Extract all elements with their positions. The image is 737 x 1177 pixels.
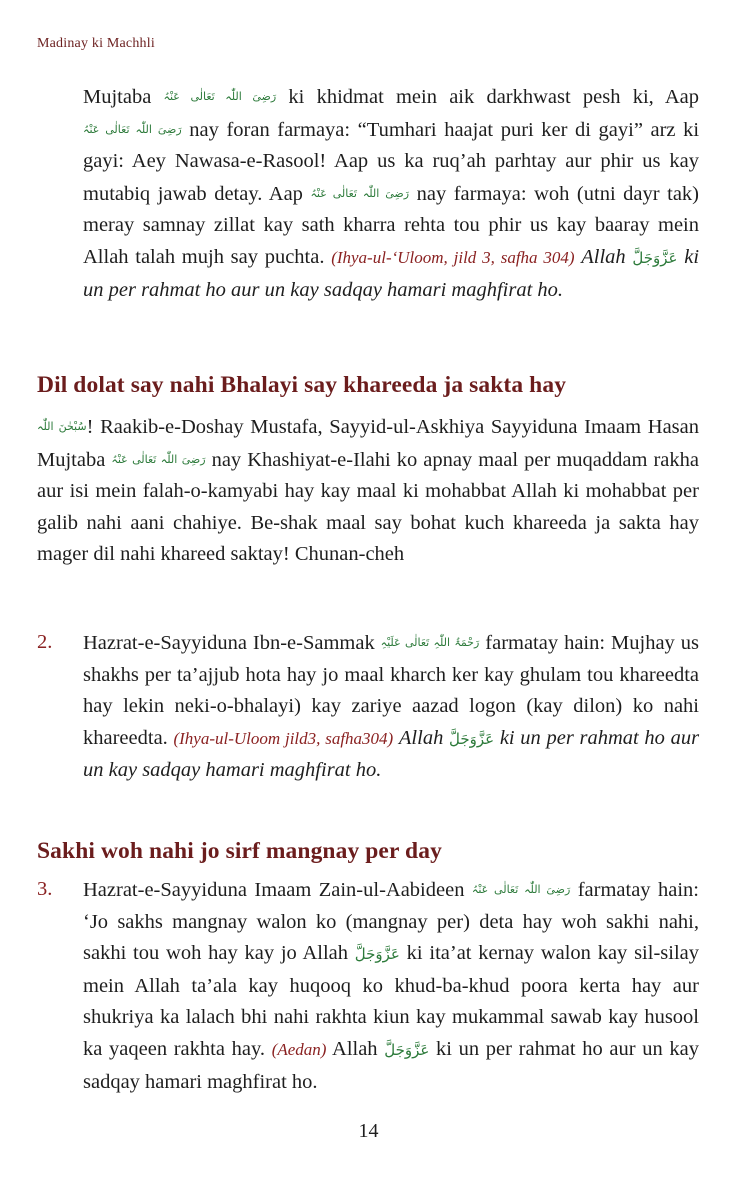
honorific-radi: رَضِیَ اللّٰہ تَعَالٰی عَنْہُ xyxy=(471,883,571,896)
honorific-radi: رَضِیَ اللّٰہ تَعَالٰی عَنْہُ xyxy=(83,122,182,136)
honorific-azza: عَزَّوَجَلَّ xyxy=(354,945,400,964)
running-head: Madinay ki Machhli xyxy=(37,36,155,51)
text: ki ita’at kernay walon kay sil-silay mein Allah ta’ala kay huqooq ko khud-ba-khud poora kerta hay aur shukriya ka lalach bhi nahi rakhta kiun kay mukammal sawab kay husool ka yaqeen rakhta hay. xyxy=(83,942,699,1060)
section-heading: Dil dolat say nahi Bhalayi say khareeda ja sakta hay xyxy=(37,372,567,398)
honorific-azza: عَزَّوَجَلَّ xyxy=(384,1040,430,1059)
paragraph-continuation xyxy=(83,81,699,306)
text: Allah xyxy=(581,245,626,268)
text: ki un per rahmat ho aur un kay sadqay hamari maghfirat ho. xyxy=(83,726,700,782)
list-number: 3. xyxy=(37,878,53,900)
honorific-radi: رَضِیَ اللّٰہ تَعَالٰی عَنْہُ xyxy=(310,186,410,200)
text: Hazrat-e-Sayyiduna Imaam Zain-ul-Aabideen xyxy=(83,879,465,901)
text: ! Raakib-e-Doshay Mustafa, Sayyid-ul-Askhiya Sayyiduna Imaam Hasan Mujtaba xyxy=(37,416,699,471)
text: ki un per rahmat ho aur un kay sadqay hamari maghfirat ho. xyxy=(83,245,700,301)
list-number: 2. xyxy=(37,631,53,653)
text: nay foran farmaya: “Tumhari haajat puri ker di gayi” arz ki gayi: Aey Nawasa-e-Rasool! Aap us ka ruq’ah parhtay aur phir us kay mutabiq jawab detay. Aap xyxy=(83,118,700,205)
honorific-azza: عَزَّوَجَلَّ xyxy=(449,729,495,748)
honorific-radi: رَضِیَ اللّٰہ تَعَالٰی عَنْہُ xyxy=(111,452,206,466)
paragraph xyxy=(37,411,699,571)
citation: (Ihya-ul-Uloom jild3, safha304) xyxy=(173,728,394,748)
text: ki khidmat mein aik darkhwast pesh ki, Aap xyxy=(288,86,700,108)
list-item xyxy=(83,627,699,787)
citation: (Ihya-ul-‘Uloom, jild 3, safha 304) xyxy=(331,247,575,267)
honorific-radi: رَضِیَ اللّٰہ تَعَالٰی عَنْہُ xyxy=(163,90,277,103)
honorific-subhan: سُبْحٰنَ اللّٰہ xyxy=(37,420,87,433)
text: Allah xyxy=(398,726,444,749)
text: Mujtaba xyxy=(83,86,152,108)
honorific-azza: عَزَّوَجَلَّ xyxy=(632,248,678,267)
honorific-rahmat: رَحْمَۃُ اللّٰہِ تَعَالٰی عَلَیْہِ xyxy=(380,636,480,649)
text: ki un per rahmat ho aur un kay sadqay hamari maghfirat ho. xyxy=(83,1037,700,1093)
text: nay Khashiyat-e-Ilahi ko apnay maal per muqaddam rakha aur isi mein falah-o-kamyabi hay kay maal ki mohabbat Allah ki mohabbat per galib nahi aani chahiye. Be-shak maal say bohat kuch khareeda ja sakta hay mager dil nahi khareed saktay! Chunan-cheh xyxy=(37,448,699,566)
page-number: 14 xyxy=(358,1120,379,1142)
text: farmatay hain: ‘Jo sakhs mangnay walon ko (mangnay per) deta hay woh sakhi nahi, sakhi tou woh hay kay jo Allah xyxy=(83,879,699,965)
list-item xyxy=(83,874,699,1098)
citation: (Aedan) xyxy=(271,1039,327,1059)
section-heading: Sakhi woh nahi jo sirf mangnay per day xyxy=(37,838,442,864)
text: farmatay hain: Mujhay us shakhs per ta’ajjub hota hay jo maal kharch ker kay ghulam tou khareedta hay lekin neki-o-bhalayi) kay zariye aazad logon (kay dilon) ko nahi khareedta. xyxy=(83,632,699,749)
text: nay farmaya: woh (utni dayr tak) meray samnay zillat kay sath kharra rehta tou phir us kay baaray mein Allah talah mujh say puchta. xyxy=(83,182,700,268)
text: Allah xyxy=(332,1037,378,1060)
text: Hazrat-e-Sayyiduna Ibn-e-Sammak xyxy=(83,632,375,654)
